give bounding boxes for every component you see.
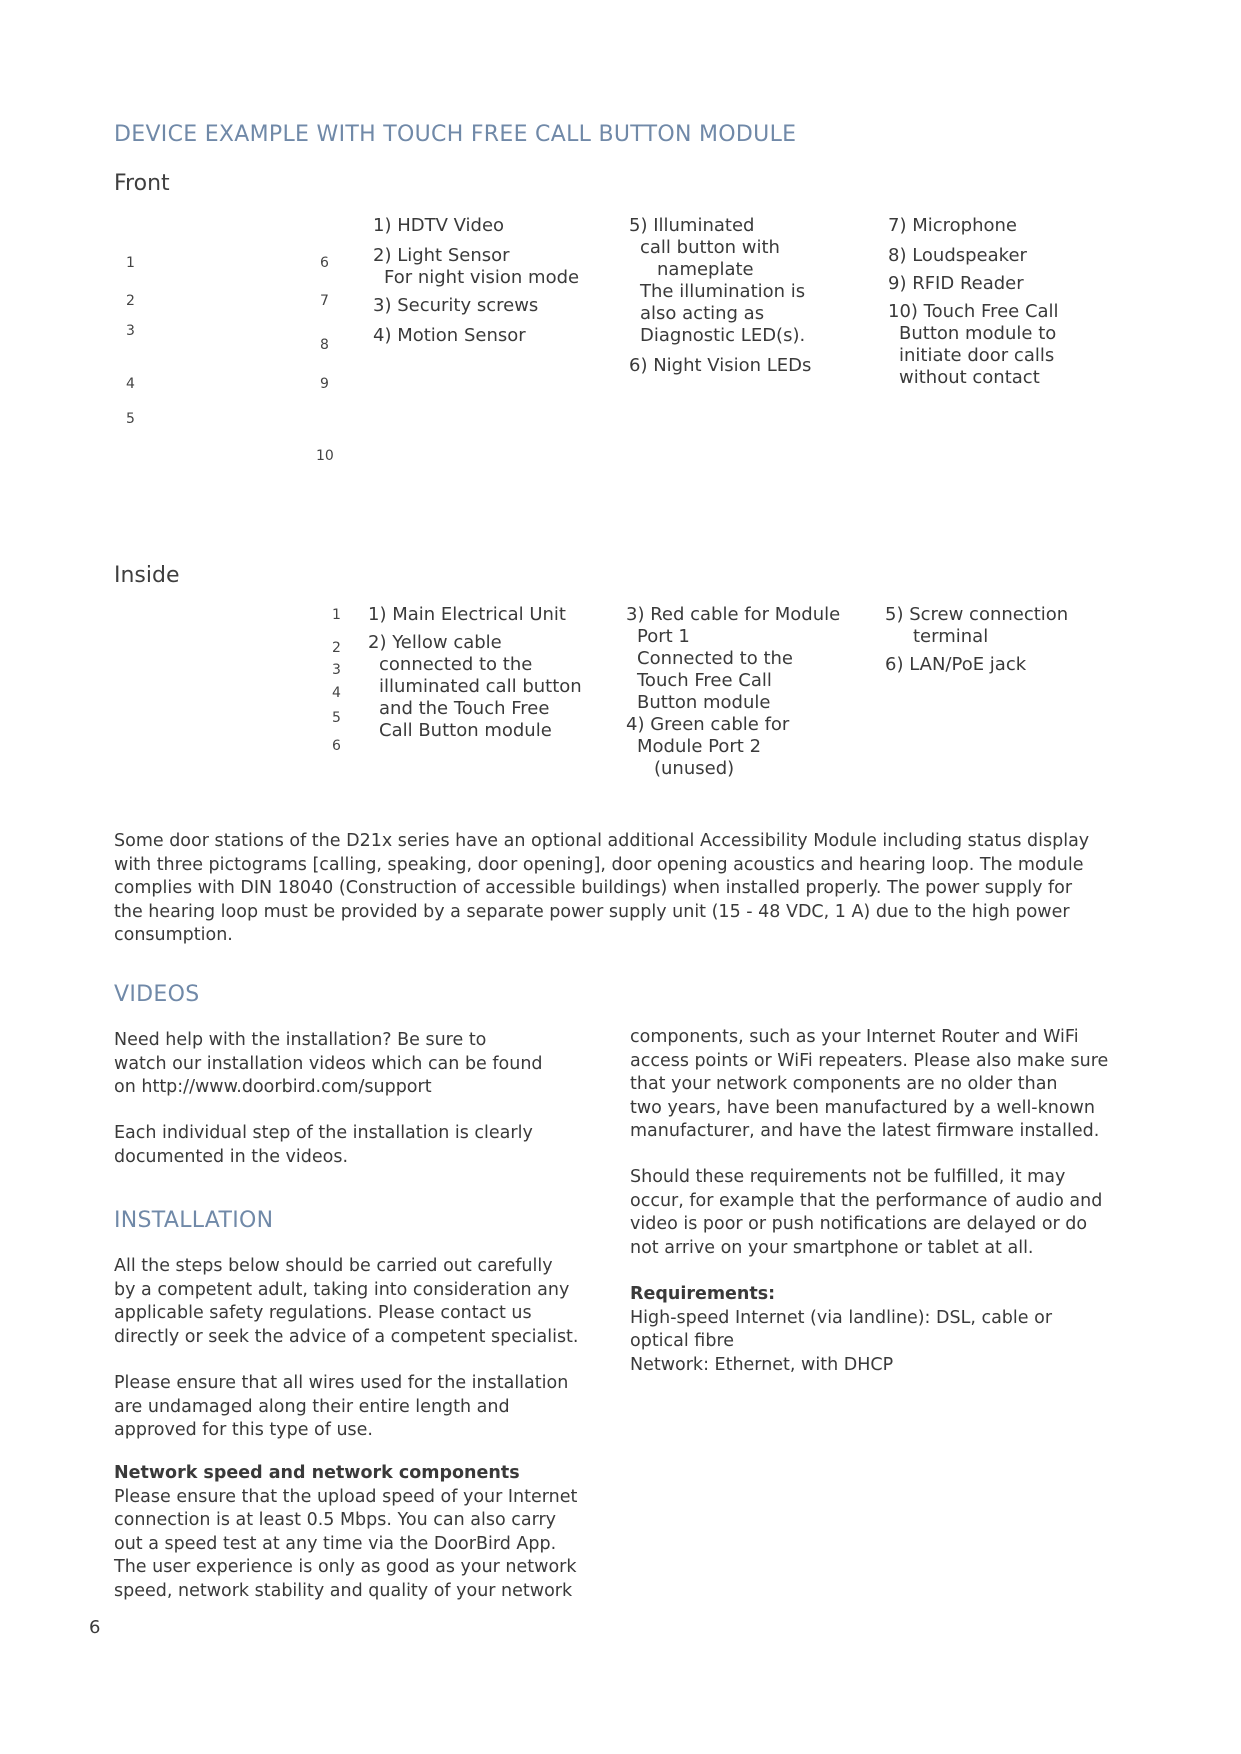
legend-item: 6) Night Vision LEDs <box>629 355 812 376</box>
legend-item: 1) Main Electrical Unit <box>368 604 566 625</box>
paragraph-line: by a competent adult, taking into consideration any <box>114 1279 570 1300</box>
network-section <box>114 1462 614 1603</box>
requirements-heading: Requirements: <box>630 1284 776 1304</box>
paragraph-line: video is poor or push notifications are delayed or do <box>630 1214 1088 1234</box>
paragraph-line: watch our installation videos which can be found <box>114 1053 543 1074</box>
callout-number: 7 <box>320 293 329 309</box>
paragraph-line: not arrive on your smartphone or tablet at all. <box>630 1237 1034 1258</box>
paragraph-line: Please ensure that the upload speed of your Internet <box>114 1486 578 1507</box>
callout-number: 10 <box>316 448 334 464</box>
legend-item-detail: Call Button module <box>379 720 552 741</box>
legend-item-detail: The illumination is <box>640 281 806 302</box>
callout-number: 4 <box>332 685 341 701</box>
legend-item-detail: connected to the <box>379 654 533 675</box>
callout-number: 2 <box>126 293 135 309</box>
paragraph-line: manufacturer, and have the latest firmware installed. <box>630 1121 1100 1141</box>
callout-number: 5 <box>332 710 341 726</box>
paragraph-line: two years, have been manufactured by a well-known <box>630 1097 1095 1118</box>
videos-heading: VIDEOS <box>114 982 200 1007</box>
callout-number: 2 <box>332 640 341 656</box>
paragraph-line: complies with DIN 18040 (Construction of accessible buildings) when installed properly. The power supply for <box>114 878 1073 898</box>
paragraph-line: directly or seek the advice of a competent specialist. <box>114 1326 579 1347</box>
installation-paragraph-1 <box>114 1255 614 1349</box>
paragraph-line: documented in the videos. <box>114 1146 349 1167</box>
callout-number: 6 <box>320 255 329 271</box>
right-paragraph-2 <box>630 1166 1150 1260</box>
callout-number: 8 <box>320 337 329 353</box>
paragraph-line: the hearing loop must be provided by a separate power supply unit (15 - 48 VDC, 1 A) due to the high power <box>114 901 1070 922</box>
paragraph-line: applicable safety regulations. Please contact us <box>114 1303 532 1323</box>
legend-item: 5) Illuminated <box>629 215 755 236</box>
paragraph-line: High-speed Internet (via landline): DSL, cable or <box>630 1307 1053 1328</box>
page-number: 6 <box>89 1617 101 1638</box>
callout-number: 1 <box>126 255 135 271</box>
callout-number: 1 <box>332 607 341 623</box>
legend-item-detail: Diagnostic LED(s). <box>640 325 806 346</box>
legend-item: 6) LAN/PoE jack <box>885 654 1027 675</box>
paragraph-line: Each individual step of the installation is clearly <box>114 1123 533 1143</box>
accessibility-paragraph <box>114 830 1134 948</box>
legend-item: 2) Yellow cable <box>368 632 502 653</box>
paragraph-line: occur, for example that the performance of audio and <box>630 1190 1103 1211</box>
paragraph-line: access points or WiFi repeaters. Please also make sure <box>630 1050 1109 1071</box>
paragraph-line: are undamaged along their entire length and <box>114 1396 510 1417</box>
callout-number: 4 <box>126 376 135 392</box>
legend-item-detail: Button module <box>637 692 771 713</box>
paragraph-line: that your network components are no older than <box>630 1074 1058 1094</box>
videos-paragraph-1 <box>114 1029 614 1100</box>
paragraph-line: Should these requirements not be fulfilled, it may <box>630 1167 1066 1187</box>
legend-item-detail: also acting as <box>640 303 765 324</box>
legend-item-detail: Button module to <box>899 323 1057 344</box>
legend-item-detail: illuminated call button <box>379 676 582 697</box>
legend-item: 5) Screw connection <box>885 604 1069 625</box>
paragraph-line: out a speed test at any time via the DoorBird App. <box>114 1533 557 1554</box>
front-legend-col1 <box>373 215 579 347</box>
legend-item: 2) Light Sensor <box>373 245 510 266</box>
network-heading: Network speed and network components <box>114 1463 520 1483</box>
front-heading: Front <box>114 171 170 196</box>
legend-item: 9) RFID Reader <box>888 273 1024 294</box>
paragraph-line: Network: Ethernet, with DHCP <box>630 1354 894 1375</box>
legend-item-detail: call button with <box>640 237 780 258</box>
legend-item-detail: and the Touch Free <box>379 698 550 719</box>
paragraph-line: on http://www.doorbird.com/support <box>114 1077 432 1097</box>
legend-item: 4) Motion Sensor <box>373 325 526 346</box>
legend-item: 4) Green cable for <box>626 714 790 735</box>
paragraph-line: The user experience is only as good as your network <box>114 1557 577 1577</box>
right-paragraph-1 <box>630 1026 1150 1144</box>
legend-item-detail: without contact <box>899 367 1040 388</box>
inside-legend-col3 <box>885 604 1068 676</box>
paragraph-line: connection is at least 0.5 Mbps. You can also carry <box>114 1510 557 1530</box>
legend-item-detail: Connected to the <box>637 648 793 669</box>
legend-item: 3) Security screws <box>373 295 539 316</box>
requirements-section <box>630 1283 1150 1377</box>
paragraph-line: Some door stations of the D21x series have an optional additional Accessibility Module including status display <box>114 831 1090 851</box>
paragraph-line: All the steps below should be carried out carefully <box>114 1256 553 1276</box>
legend-item-detail: terminal <box>913 626 989 647</box>
callout-number: 6 <box>332 738 341 754</box>
paragraph-line: with three pictograms [calling, speaking, door opening], door opening acoustics and hearing loop. The module <box>114 854 1084 875</box>
legend-item: 7) Microphone <box>888 215 1017 236</box>
callout-number: 5 <box>126 411 135 427</box>
callout-number: 3 <box>126 323 135 339</box>
front-legend-col3 <box>888 215 1059 389</box>
inside-legend-col2 <box>626 604 840 780</box>
paragraph-line: Need help with the installation? Be sure to <box>114 1030 487 1050</box>
paragraph-line: optical fibre <box>630 1331 735 1351</box>
legend-item-detail: initiate door calls <box>899 345 1055 366</box>
installation-paragraph-2 <box>114 1372 614 1443</box>
videos-paragraph-2 <box>114 1122 614 1169</box>
paragraph-line: consumption. <box>114 925 233 945</box>
callout-number: 9 <box>320 376 329 392</box>
legend-item-detail: (unused) <box>654 758 735 779</box>
legend-item: 1) HDTV Video <box>373 215 505 236</box>
paragraph-line: speed, network stability and quality of your network <box>114 1580 573 1601</box>
inside-legend-col1 <box>368 604 582 742</box>
front-legend-col2 <box>629 215 811 377</box>
legend-item-detail: Module Port 2 <box>637 736 762 757</box>
callout-number: 3 <box>332 662 341 678</box>
inside-heading: Inside <box>114 563 180 588</box>
paragraph-line: approved for this type of use. <box>114 1420 373 1440</box>
paragraph-line: Please ensure that all wires used for the installation <box>114 1373 569 1393</box>
legend-item-detail: Port 1 <box>637 626 690 647</box>
legend-item-detail: Touch Free Call <box>637 670 772 691</box>
paragraph-line: components, such as your Internet Router and WiFi <box>630 1027 1079 1047</box>
legend-item: 3) Red cable for Module <box>626 604 841 625</box>
installation-heading: INSTALLATION <box>114 1208 274 1233</box>
legend-item-detail: nameplate <box>657 259 754 280</box>
legend-item-detail: For night vision mode <box>384 267 580 288</box>
section-title: DEVICE EXAMPLE WITH TOUCH FREE CALL BUTTON MODULE <box>114 122 797 147</box>
legend-item: 10) Touch Free Call <box>888 301 1059 322</box>
legend-item: 8) Loudspeaker <box>888 245 1027 266</box>
